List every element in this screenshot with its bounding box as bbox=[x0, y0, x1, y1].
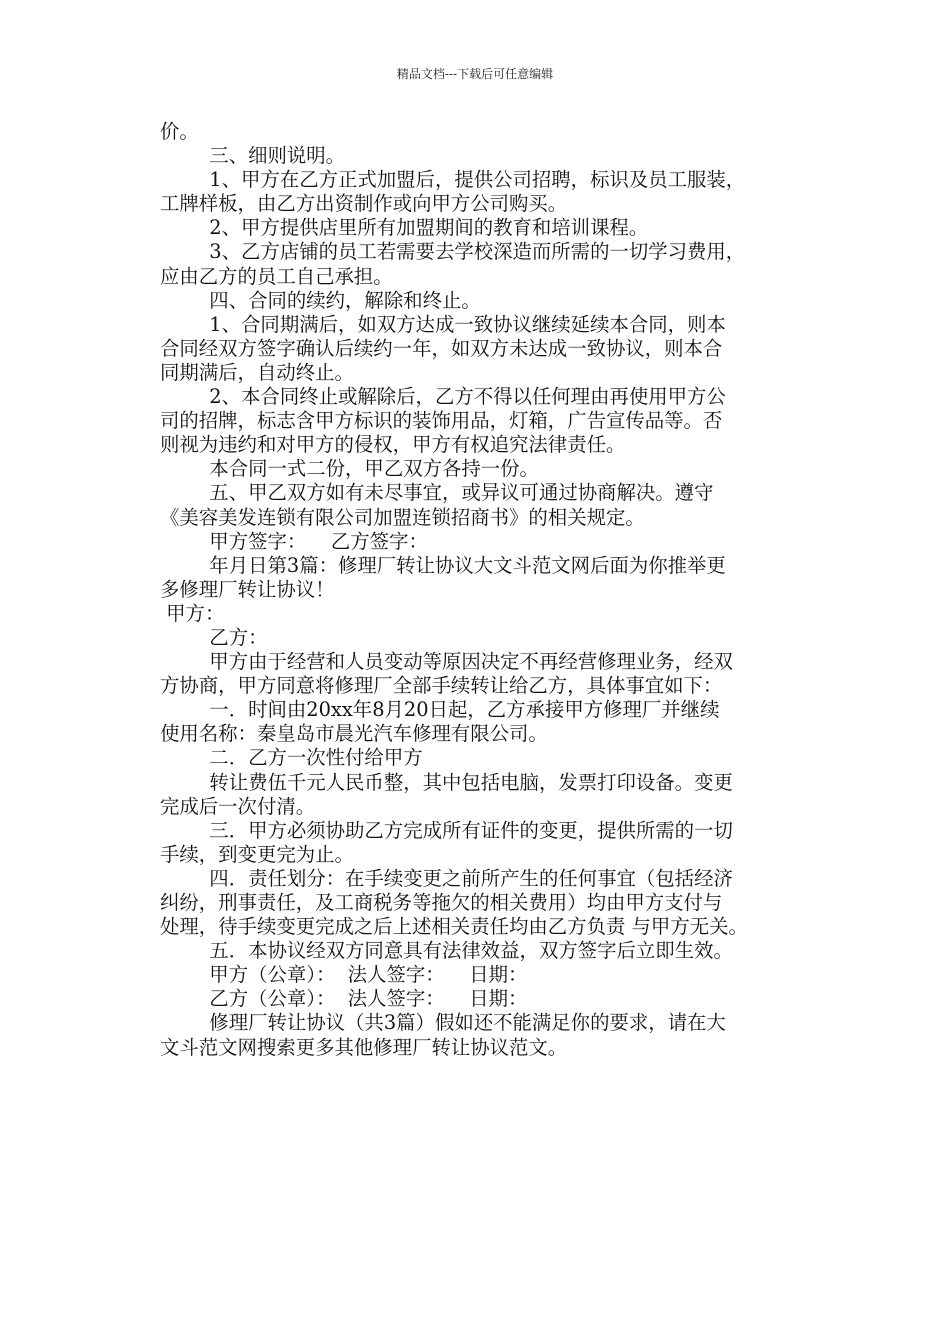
text-line: 价。 bbox=[160, 120, 199, 143]
text-line: 年月日第3篇：修理厂转让协议大文斗范文网后面为你推举更 bbox=[160, 553, 726, 577]
text-line: 同期满后，自动终止。 bbox=[160, 360, 354, 384]
text-line: 手续，到变更完为止。 bbox=[160, 842, 354, 866]
text-line: 2、甲方提供店里所有加盟期间的教育和培训课程。 bbox=[160, 216, 649, 240]
text-line: 纠纷，刑事责任，及工商税务等拖欠的相关费用）均由甲方支付与 bbox=[160, 891, 723, 914]
text-line: 1、合同期满后，如双方达成一致协议继续延续本合同，则本 bbox=[160, 312, 726, 336]
text-line: 一．时间由20xx年8月20日起，乙方承接甲方修理厂并继续 bbox=[160, 698, 720, 722]
text-line: 司的招牌，标志含甲方标识的装饰用品，灯箱，广告宣传品等。否 bbox=[160, 409, 723, 433]
text-line: 修理厂转让协议（共3篇）假如还不能满足你的要求，请在大 bbox=[160, 1011, 726, 1035]
text-line: 三、细则说明。 bbox=[160, 144, 346, 168]
text-line: 四、合同的续约，解除和终止。 bbox=[160, 288, 481, 312]
text-line: 二．乙方一次性付给甲方 bbox=[160, 746, 423, 770]
text-line: 五．本协议经双方同意具有法律效益，双方签字后立即生效。 bbox=[160, 939, 733, 963]
text-line: 四．责任划分：在手续变更之前所产生的任何事宜（包括经济 bbox=[160, 866, 733, 890]
text-line: 方协商，甲方同意将修理厂全部手续转让给乙方，具体事宜如下： bbox=[160, 674, 723, 698]
text-line: 完成后一次付清。 bbox=[160, 794, 316, 818]
text-line: 甲方签字： 乙方签字： bbox=[160, 529, 428, 553]
text-line: 本合同一式二份，甲乙双方各持一份。 bbox=[160, 457, 539, 481]
text-line: 处理，待手续变更完成之后上述相关责任均由乙方负责 与甲方无关。 bbox=[160, 915, 748, 939]
page-header: 精品文档---下载后可任意编辑 bbox=[396, 67, 554, 81]
text-line: 1、甲方在乙方正式加盟后，提供公司招聘，标识及员工服装， bbox=[160, 168, 746, 192]
text-line: 多修理厂转让协议！ bbox=[160, 577, 335, 601]
text-line: 则视为违约和对甲方的侵权，甲方有权追究法律责任。 bbox=[160, 433, 626, 457]
text-line: 乙方： bbox=[160, 625, 268, 649]
text-line: 3、乙方店铺的员工若需要去学校深造而所需的一切学习费用， bbox=[160, 240, 746, 264]
text-line: 合同经双方签字确认后续约一年，如双方未达成一致协议，则本合 bbox=[160, 336, 723, 360]
text-line: 甲方（公章）： 法人签字： 日期： bbox=[160, 963, 528, 987]
text-line: 三．甲方必须协助乙方完成所有证件的变更，提供所需的一切 bbox=[160, 818, 733, 842]
text-line: 甲方由于经营和人员变动等原因决定不再经营修理业务，经双 bbox=[160, 650, 733, 674]
text-line: 《美容美发连锁有限公司加盟连锁招商书》的相关规定。 bbox=[160, 505, 645, 529]
text-line: 五、甲乙双方如有未尽事宜，或异议可通过协商解决。遵守 bbox=[160, 481, 714, 505]
text-line: 使用名称：秦皇岛市晨光汽车修理有限公司。 bbox=[160, 722, 548, 746]
text-line: 转让费伍千元人民币整，其中包括电脑，发票打印设备。变更 bbox=[160, 770, 733, 794]
text-line: 甲方： bbox=[160, 601, 225, 625]
text-line: 工牌样板，由乙方出资制作或向甲方公司购买。 bbox=[160, 192, 568, 216]
text-line: 文斗范文网搜索更多其他修理厂转让协议范文。 bbox=[160, 1035, 568, 1059]
text-line: 2、本合同终止或解除后，乙方不得以任何理由再使用甲方公 bbox=[160, 385, 726, 409]
text-line: 应由乙方的员工自己承担。 bbox=[160, 264, 393, 288]
document-body bbox=[160, 120, 810, 1060]
text-line: 乙方（公章）： 法人签字： 日期： bbox=[160, 987, 528, 1011]
